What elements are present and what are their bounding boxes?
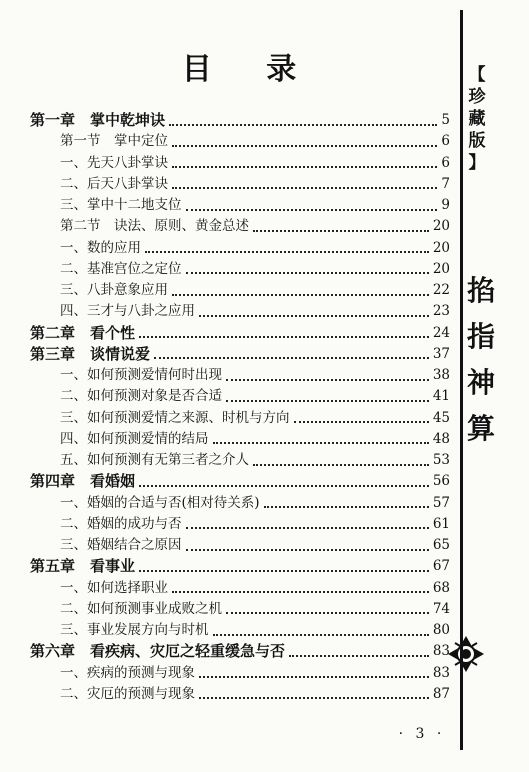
toc-entry-label: 第五章 看事业 (30, 557, 136, 576)
dot-leader (172, 294, 429, 296)
toc-entry-page: 41 (432, 388, 450, 405)
toc-item (30, 450, 450, 471)
toc-item (30, 153, 450, 174)
toc-entry-label: 二、基准宫位之定位 (60, 260, 182, 277)
toc-chapter (30, 344, 450, 365)
toc-item (30, 663, 450, 684)
dot-leader (154, 357, 429, 359)
edition-label: 【 珍 藏 版 】 (468, 65, 486, 173)
toc-entry-label: 第一章 掌中乾坤诀 (30, 111, 166, 129)
toc-section (30, 131, 450, 152)
dot-leader (172, 166, 437, 168)
dot-leader (169, 124, 437, 126)
toc-entry-label: 二、如何预测对象是否合适 (60, 388, 222, 405)
toc-entry-label: 一、先天八卦掌诀 (60, 154, 168, 171)
toc-entry-label: 第二章 看个性 (30, 323, 136, 342)
toc-entry-page: 83 (432, 664, 450, 681)
dot-leader (139, 336, 429, 338)
toc-entry-label: 二、如何预测事业成败之机 (60, 600, 222, 617)
toc-entry-page: 6 (441, 133, 450, 150)
toc-entry-label: 一、如何预测爱情何时出现 (60, 367, 222, 383)
toc-item (30, 514, 450, 535)
toc-entry-label: 一、疾病的预测与现象 (60, 664, 195, 681)
toc-entry-label: 四、三才与八卦之应用 (60, 303, 195, 320)
page-title: 目 录 (181, 52, 319, 87)
toc-entry-label: 第一节 掌中定位 (60, 133, 168, 150)
toc-entry-page: 67 (432, 558, 450, 575)
dot-leader (186, 527, 429, 529)
toc-entry-page: 22 (432, 282, 450, 298)
dot-leader (139, 485, 429, 487)
toc-entry-label: 第二节 诀法、原则、黄金总述 (60, 218, 249, 235)
dot-leader (172, 591, 429, 593)
toc-entry-label: 一、婚姻的合适与否(相对待关系) (60, 494, 260, 511)
dot-leader (226, 400, 429, 402)
toc-entry-label: 二、婚姻的成功与否 (60, 515, 182, 532)
dot-leader (172, 145, 437, 147)
toc-entry-page: 74 (432, 600, 450, 617)
toc-entry-page: 24 (432, 324, 450, 341)
table-of-contents (30, 110, 450, 705)
toc-item (30, 280, 450, 301)
toc-entry-page: 38 (432, 367, 450, 383)
toc-item (30, 365, 450, 386)
toc-item (30, 195, 450, 216)
toc-entry-label: 三、掌中十二地支位 (60, 197, 182, 213)
toc-item (30, 174, 450, 195)
toc-entry-page: 45 (432, 409, 450, 426)
toc-entry-page: 5 (441, 112, 450, 128)
toc-entry-label: 三、事业发展方向与时机 (60, 622, 209, 638)
toc-entry-page: 6 (441, 154, 450, 171)
toc-entry-page: 65 (432, 537, 450, 553)
toc-item (30, 301, 450, 322)
toc-entry-label: 第四章 看婚姻 (30, 472, 136, 491)
toc-entry-label: 一、如何选择职业 (60, 579, 168, 596)
ornament-icon (448, 636, 484, 672)
toc-entry-label: 四、如何预测爱情的结局 (60, 430, 209, 447)
toc-entry-page: 9 (441, 197, 450, 213)
page-number: · 3 · (398, 726, 446, 742)
toc-entry-label: 二、后天八卦掌诀 (60, 175, 168, 192)
dot-leader (186, 209, 438, 211)
dot-leader (289, 655, 429, 657)
toc-item (30, 684, 450, 705)
dot-leader (145, 251, 429, 253)
toc-entry-page: 56 (432, 473, 450, 490)
toc-entry-page: 57 (432, 494, 450, 511)
toc-entry-page: 37 (432, 345, 450, 362)
toc-chapter (30, 471, 450, 492)
toc-entry-page: 20 (432, 218, 450, 235)
toc-entry-label: 二、灾厄的预测与现象 (60, 685, 195, 702)
dot-leader (226, 612, 429, 614)
toc-entry-page: 20 (432, 239, 450, 256)
toc-entry-page: 20 (432, 260, 450, 277)
dot-leader (213, 442, 429, 444)
toc-item (30, 578, 450, 599)
toc-item (30, 386, 450, 407)
toc-section (30, 216, 450, 237)
toc-entry-label: 第六章 看疾病、灾厄之轻重缓急与否 (30, 642, 286, 661)
toc-entry-page: 48 (432, 430, 450, 447)
toc-entry-label: 一、数的应用 (60, 239, 141, 256)
dot-leader (253, 464, 429, 466)
toc-entry-page: 7 (441, 175, 450, 192)
toc-entry-label: 三、婚姻结合之原因 (60, 537, 182, 553)
dot-leader (199, 315, 429, 317)
dot-leader (139, 570, 429, 572)
toc-entry-label: 三、八卦意象应用 (60, 282, 168, 298)
toc-item (30, 259, 450, 280)
dot-leader (253, 230, 429, 232)
dot-leader (226, 379, 429, 381)
toc-item (30, 535, 450, 556)
toc-item (30, 493, 450, 514)
toc-entry-label: 三、如何预测爱情之来源、时机与方向 (60, 409, 290, 426)
toc-chapter (30, 556, 450, 577)
book-title: 掐 指 神 算 (466, 274, 495, 445)
toc-entry-label: 五、如何预测有无第三者之介人 (60, 452, 249, 468)
dot-leader (172, 187, 437, 189)
toc-entry-page: 68 (432, 579, 450, 596)
toc-item (30, 408, 450, 429)
dot-leader (199, 697, 429, 699)
dot-leader (264, 506, 429, 508)
dot-leader (186, 549, 429, 551)
toc-chapter (30, 110, 450, 131)
toc-entry-page: 23 (432, 303, 450, 320)
toc-item (30, 238, 450, 259)
dot-leader (186, 272, 429, 274)
toc-entry-page: 87 (432, 685, 450, 702)
dot-leader (294, 421, 429, 423)
dot-leader (213, 634, 429, 636)
toc-entry-page: 61 (432, 515, 450, 532)
toc-entry-page: 83 (432, 643, 450, 660)
toc-entry-page: 53 (432, 452, 450, 468)
toc-chapter (30, 323, 450, 344)
toc-item (30, 429, 450, 450)
toc-chapter (30, 641, 450, 662)
toc-entry-page: 80 (432, 622, 450, 638)
toc-entry-label: 第三章 谈情说爱 (30, 344, 151, 363)
toc-item (30, 620, 450, 641)
toc-item (30, 599, 450, 620)
dot-leader (199, 676, 429, 678)
